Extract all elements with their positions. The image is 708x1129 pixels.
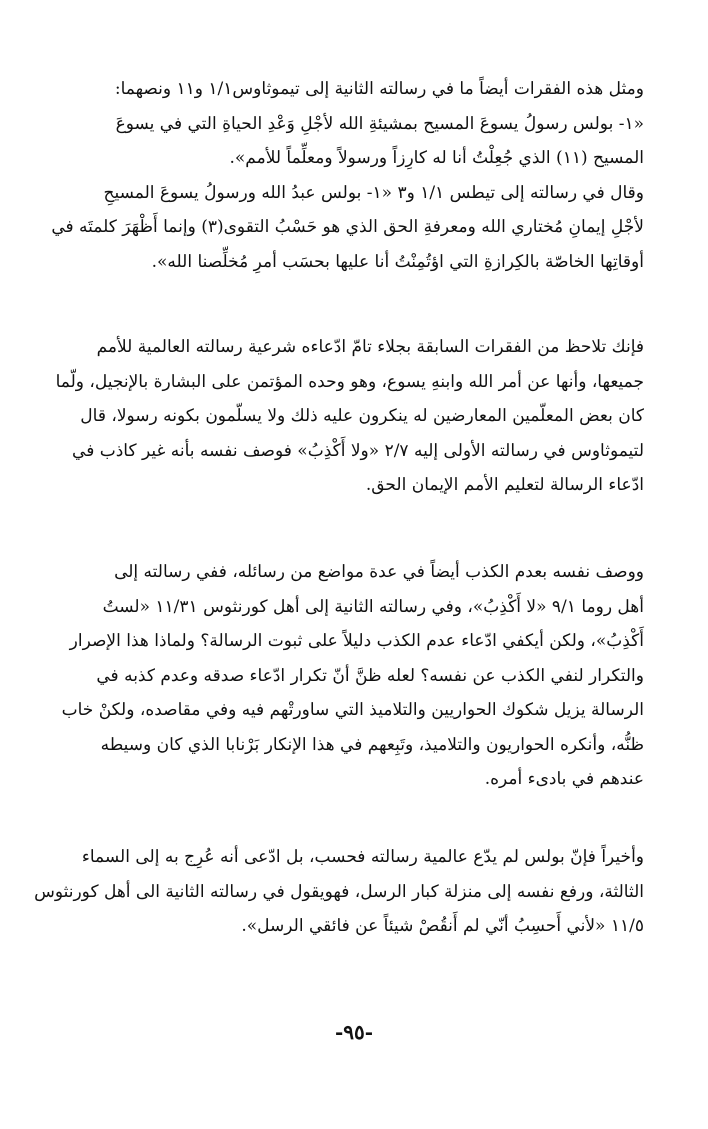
text-line: الثالثة، ورفع نفسه إلى منزلة كبار الرسل، فهويقول في رسالته الثانية الى أهل كورنثوس — [34, 881, 644, 902]
text-line: ١١/٥ «لأني أَحسِبُ أنّي لم أَنقُصْ شيئاً عن فائقي الرسل». — [241, 916, 644, 936]
text-line: وقال في رسالته إلى تيطس ١/١ و٣ «١- بولس عبدُ الله ورسولُ يسوعَ المسيحِ — [103, 182, 644, 203]
paragraph-third-heaven — [34, 840, 644, 944]
text-line: جميعها، وأنها عن أمر الله وابنهِ يسوع، وهو وحده المؤتمن على البشارة بالإنجيل، ولّما — [55, 371, 644, 392]
text-line: ومثل هذه الفقرات أيضاً ما في رسالته الثانية إلى تيموثاوس١/١ و١١ ونصهما: — [114, 79, 644, 99]
text-line: ووصف نفسه بعدم الكذب أيضاً في عدة مواضع من رسائله، ففي رسالته إلى — [114, 562, 644, 582]
text-line: وأخيراً فإنّ بولس لم يدّع عالمية رسالته فحسب، بل ادّعى أنه عُرِج به إلى السماء — [81, 847, 644, 867]
text-line: فإنك تلاحظ من الفقرات السابقة بجلاء تامّ ادّعاءه شرعية رسالته العالمية للأمم — [96, 337, 644, 357]
text-line: أهل روما ٩/١ «لا أَكْذِبُ»، وفي رسالته الثانية إلى أهل كورنثوس ١١/٣١ «لستُ — [102, 596, 644, 617]
text-line: أوقاتِها الخاصّة بالكِرازةِ التي اؤتُمِنْتُ أنا عليها بحسَب أمرِ مُخلِّصنا الله». — [151, 251, 644, 272]
text-line: ظنُّه، وأنكره الحواريون والتلاميذ، وتَبِعهم في هذا الإنكار بَرْنابا الذي كان وسيطه — [100, 734, 644, 755]
paragraph-universal-mission — [55, 330, 644, 503]
paragraph-timothy-titus — [51, 72, 644, 279]
text-line: المسيح (١١) الذي جُعِلْتُ أنا له كارِزاً ورسولاً ومعلِّماً للأمم». — [229, 148, 644, 168]
text-line: كان بعض المعلّمين المعارضين له ينكرون عليه ذلك ولا يسلّمون بكونه رسولا، قال — [80, 406, 644, 426]
page-number: -٩٥- — [334, 1020, 374, 1044]
text-line: ادّعاء الرسالة لتعليم الأمم الإيمان الحق. — [365, 475, 644, 495]
text-line: عندهم في بادىء أمره. — [484, 769, 644, 789]
text-line: الرسالة يزيل شكوك الحواريين والتلاميذ التي ساورتْهم فيه وفي مقاصده، ولكنْ خاب — [61, 700, 644, 720]
text-line: لتيموثاوس في رسالته الأولى إليه ٢/٧ «ولا أَكْذِبُ» فوصف نفسه بأنه غير كاذب في — [72, 440, 644, 461]
text-line: لأجْلِ إيمانِ مُختاري الله ومعرفةِ الحق الذي هو حَسْبُ التقوى(٣) وإنما أَظْهَرَ كلمتَه في — [51, 217, 644, 237]
text-line: والتكرار لنفي الكذب عن نفسه؟ لعله ظنَّ أنّ تكرار ادّعاء صدقه وعدم كذبه في — [96, 665, 644, 686]
paragraph-not-lying — [61, 555, 644, 797]
text-line: أَكْذِبُ»، ولكن أيكفي ادّعاء عدم الكذب دليلاً على ثبوت الرسالة؟ ولماذا هذا الإصرار — [69, 631, 644, 651]
text-line: «١- بولس رسولُ يسوعَ المسيح بمشيئةِ الله لأجْلِ وَعْدِ الحياةِ التي في يسوعَ — [115, 113, 644, 134]
